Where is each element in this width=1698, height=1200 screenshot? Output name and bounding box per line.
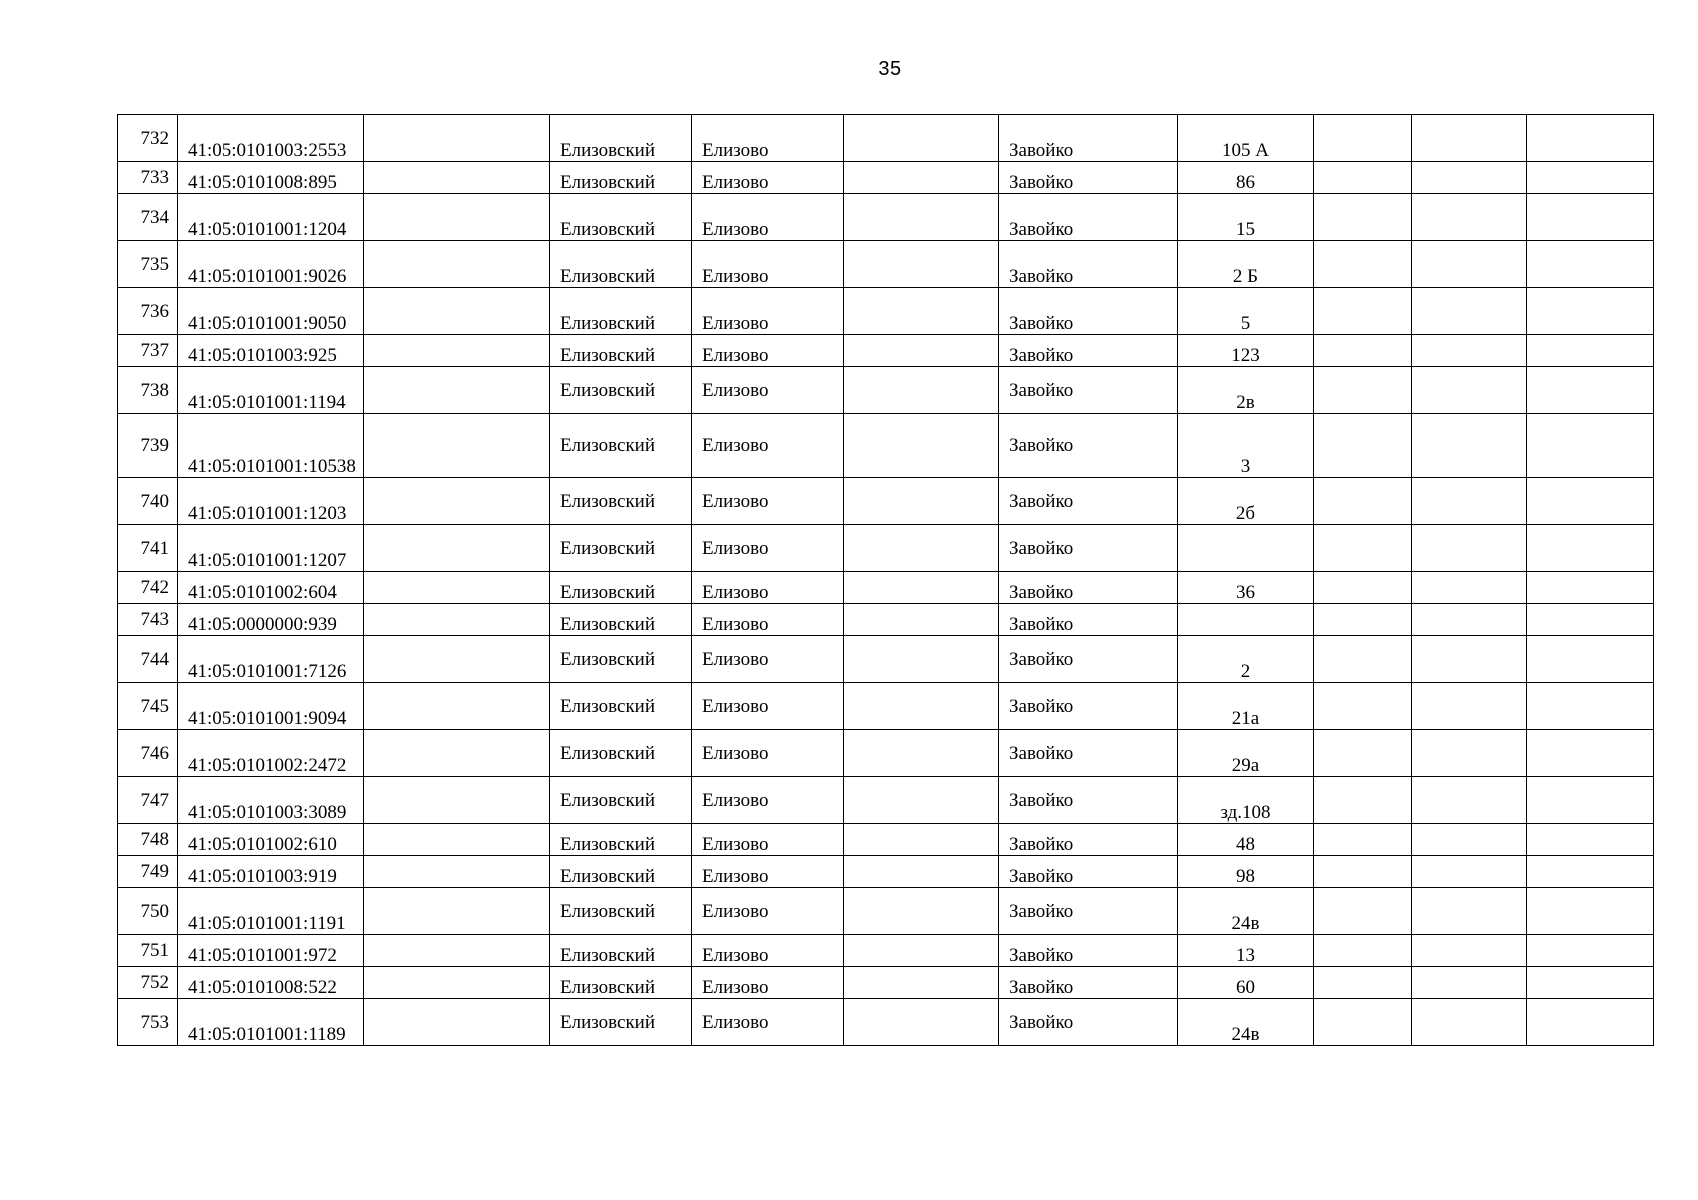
empty-cell	[1314, 241, 1412, 288]
empty-cell	[1527, 604, 1654, 636]
empty-cell	[364, 604, 550, 636]
table-row	[118, 115, 1654, 162]
street-cell: Завойко	[999, 194, 1178, 241]
empty-cell	[844, 999, 999, 1046]
empty-cell	[364, 636, 550, 683]
empty-cell	[844, 777, 999, 824]
cadastral-number-cell: 41:05:0101001:1194	[178, 367, 364, 414]
cadastral-number-cell: 41:05:0101003:925	[178, 335, 364, 367]
cadastral-number-cell: 41:05:0000000:939	[178, 604, 364, 636]
empty-cell	[1527, 525, 1654, 572]
city-cell: Елизово	[692, 777, 844, 824]
empty-cell	[364, 335, 550, 367]
district-cell: Елизовский	[550, 241, 692, 288]
city-cell: Елизово	[692, 636, 844, 683]
empty-cell	[1314, 414, 1412, 478]
house-number-cell: зд.108	[1178, 777, 1314, 824]
cadastral-number-cell: 41:05:0101001:1207	[178, 525, 364, 572]
district-cell: Елизовский	[550, 572, 692, 604]
empty-cell	[1314, 730, 1412, 777]
empty-cell	[1527, 777, 1654, 824]
city-cell: Елизово	[692, 478, 844, 525]
empty-cell	[1412, 604, 1527, 636]
empty-cell	[1412, 115, 1527, 162]
table-row	[118, 824, 1654, 856]
street-cell: Завойко	[999, 604, 1178, 636]
empty-cell	[1314, 683, 1412, 730]
street-cell: Завойко	[999, 162, 1178, 194]
district-cell: Елизовский	[550, 888, 692, 935]
empty-cell	[844, 478, 999, 525]
cadastral-number-cell: 41:05:0101001:9094	[178, 683, 364, 730]
empty-cell	[844, 967, 999, 999]
house-number-cell: 13	[1178, 935, 1314, 967]
empty-cell	[1314, 335, 1412, 367]
empty-cell	[1314, 115, 1412, 162]
table-row	[118, 777, 1654, 824]
empty-cell	[364, 572, 550, 604]
empty-cell	[1412, 636, 1527, 683]
street-cell: Завойко	[999, 777, 1178, 824]
empty-cell	[844, 824, 999, 856]
table-row	[118, 241, 1654, 288]
empty-cell	[1314, 525, 1412, 572]
empty-cell	[1412, 777, 1527, 824]
empty-cell	[1527, 935, 1654, 967]
street-cell: Завойко	[999, 525, 1178, 572]
empty-cell	[844, 636, 999, 683]
empty-cell	[364, 935, 550, 967]
table-row	[118, 335, 1654, 367]
house-number-cell	[1178, 525, 1314, 572]
table-row	[118, 572, 1654, 604]
house-number-cell: 5	[1178, 288, 1314, 335]
district-cell: Елизовский	[550, 115, 692, 162]
empty-cell	[364, 478, 550, 525]
row-number-cell: 733	[118, 162, 178, 194]
cadastral-table	[117, 114, 1654, 1046]
empty-cell	[1527, 335, 1654, 367]
district-cell: Елизовский	[550, 525, 692, 572]
city-cell: Елизово	[692, 241, 844, 288]
district-cell: Елизовский	[550, 194, 692, 241]
empty-cell	[1412, 999, 1527, 1046]
district-cell: Елизовский	[550, 856, 692, 888]
cadastral-number-cell: 41:05:0101001:1189	[178, 999, 364, 1046]
city-cell: Елизово	[692, 367, 844, 414]
empty-cell	[364, 856, 550, 888]
table-row	[118, 414, 1654, 478]
empty-cell	[1314, 367, 1412, 414]
empty-cell	[1314, 999, 1412, 1046]
cadastral-number-cell: 41:05:0101002:604	[178, 572, 364, 604]
empty-cell	[844, 572, 999, 604]
empty-cell	[1412, 967, 1527, 999]
row-number-cell: 747	[118, 777, 178, 824]
empty-cell	[1412, 414, 1527, 478]
empty-cell	[364, 162, 550, 194]
empty-cell	[844, 367, 999, 414]
empty-cell	[1527, 683, 1654, 730]
empty-cell	[1527, 478, 1654, 525]
empty-cell	[1412, 824, 1527, 856]
district-cell: Елизовский	[550, 777, 692, 824]
empty-cell	[844, 525, 999, 572]
empty-cell	[1527, 241, 1654, 288]
district-cell: Елизовский	[550, 935, 692, 967]
street-cell: Завойко	[999, 856, 1178, 888]
empty-cell	[844, 115, 999, 162]
empty-cell	[1527, 194, 1654, 241]
row-number-cell: 741	[118, 525, 178, 572]
empty-cell	[844, 288, 999, 335]
city-cell: Елизово	[692, 414, 844, 478]
row-number-cell: 743	[118, 604, 178, 636]
table-row	[118, 636, 1654, 683]
table-body	[118, 115, 1654, 1046]
empty-cell	[1527, 367, 1654, 414]
street-cell: Завойко	[999, 999, 1178, 1046]
empty-cell	[1314, 777, 1412, 824]
street-cell: Завойко	[999, 241, 1178, 288]
house-number-cell: 2б	[1178, 478, 1314, 525]
row-number-cell: 737	[118, 335, 178, 367]
table-row	[118, 478, 1654, 525]
table-row	[118, 683, 1654, 730]
house-number-cell: 123	[1178, 335, 1314, 367]
empty-cell	[1527, 636, 1654, 683]
table-row	[118, 935, 1654, 967]
empty-cell	[1527, 414, 1654, 478]
table-row	[118, 888, 1654, 935]
row-number-cell: 740	[118, 478, 178, 525]
page-number: 35	[878, 58, 902, 80]
city-cell: Елизово	[692, 935, 844, 967]
empty-cell	[364, 525, 550, 572]
empty-cell	[1314, 572, 1412, 604]
empty-cell	[1314, 935, 1412, 967]
empty-cell	[364, 999, 550, 1046]
street-cell: Завойко	[999, 367, 1178, 414]
district-cell: Елизовский	[550, 636, 692, 683]
empty-cell	[844, 162, 999, 194]
table-row	[118, 999, 1654, 1046]
empty-cell	[1527, 888, 1654, 935]
row-number-cell: 751	[118, 935, 178, 967]
house-number-cell: 2	[1178, 636, 1314, 683]
cadastral-number-cell: 41:05:0101001:9050	[178, 288, 364, 335]
house-number-cell: 24в	[1178, 888, 1314, 935]
empty-cell	[1527, 999, 1654, 1046]
district-cell: Елизовский	[550, 824, 692, 856]
house-number-cell: 24в	[1178, 999, 1314, 1046]
empty-cell	[1314, 604, 1412, 636]
empty-cell	[844, 241, 999, 288]
street-cell: Завойко	[999, 967, 1178, 999]
table-row	[118, 967, 1654, 999]
empty-cell	[1527, 162, 1654, 194]
cadastral-number-cell: 41:05:0101008:895	[178, 162, 364, 194]
row-number-cell: 736	[118, 288, 178, 335]
house-number-cell: 60	[1178, 967, 1314, 999]
cadastral-number-cell: 41:05:0101001:7126	[178, 636, 364, 683]
city-cell: Елизово	[692, 115, 844, 162]
empty-cell	[1314, 824, 1412, 856]
empty-cell	[1412, 194, 1527, 241]
empty-cell	[1412, 572, 1527, 604]
street-cell: Завойко	[999, 115, 1178, 162]
house-number-cell	[1178, 604, 1314, 636]
row-number-cell: 745	[118, 683, 178, 730]
cadastral-number-cell: 41:05:0101001:972	[178, 935, 364, 967]
house-number-cell: 15	[1178, 194, 1314, 241]
street-cell: Завойко	[999, 888, 1178, 935]
district-cell: Елизовский	[550, 367, 692, 414]
cadastral-number-cell: 41:05:0101003:3089	[178, 777, 364, 824]
row-number-cell: 746	[118, 730, 178, 777]
empty-cell	[364, 194, 550, 241]
empty-cell	[1412, 335, 1527, 367]
house-number-cell: 86	[1178, 162, 1314, 194]
house-number-cell: 21а	[1178, 683, 1314, 730]
district-cell: Елизовский	[550, 730, 692, 777]
city-cell: Елизово	[692, 525, 844, 572]
empty-cell	[844, 683, 999, 730]
cadastral-number-cell: 41:05:0101008:522	[178, 967, 364, 999]
empty-cell	[1412, 525, 1527, 572]
table-row	[118, 525, 1654, 572]
street-cell: Завойко	[999, 683, 1178, 730]
city-cell: Елизово	[692, 288, 844, 335]
street-cell: Завойко	[999, 572, 1178, 604]
district-cell: Елизовский	[550, 604, 692, 636]
empty-cell	[1314, 967, 1412, 999]
city-cell: Елизово	[692, 824, 844, 856]
row-number-cell: 753	[118, 999, 178, 1046]
empty-cell	[1314, 194, 1412, 241]
empty-cell	[844, 856, 999, 888]
street-cell: Завойко	[999, 824, 1178, 856]
street-cell: Завойко	[999, 335, 1178, 367]
empty-cell	[364, 115, 550, 162]
house-number-cell: 98	[1178, 856, 1314, 888]
street-cell: Завойко	[999, 730, 1178, 777]
house-number-cell: 105 А	[1178, 115, 1314, 162]
empty-cell	[364, 730, 550, 777]
table-row	[118, 194, 1654, 241]
table-row	[118, 162, 1654, 194]
empty-cell	[1412, 935, 1527, 967]
street-cell: Завойко	[999, 478, 1178, 525]
city-cell: Елизово	[692, 999, 844, 1046]
cadastral-number-cell: 41:05:0101003:919	[178, 856, 364, 888]
empty-cell	[844, 335, 999, 367]
empty-cell	[1527, 730, 1654, 777]
row-number-cell: 744	[118, 636, 178, 683]
empty-cell	[364, 414, 550, 478]
row-number-cell: 734	[118, 194, 178, 241]
city-cell: Елизово	[692, 162, 844, 194]
empty-cell	[1412, 730, 1527, 777]
table-row	[118, 288, 1654, 335]
cadastral-number-cell: 41:05:0101001:1203	[178, 478, 364, 525]
empty-cell	[1314, 856, 1412, 888]
city-cell: Елизово	[692, 683, 844, 730]
cadastral-number-cell: 41:05:0101001:1191	[178, 888, 364, 935]
empty-cell	[844, 194, 999, 241]
empty-cell	[1314, 288, 1412, 335]
district-cell: Елизовский	[550, 162, 692, 194]
empty-cell	[364, 824, 550, 856]
empty-cell	[844, 888, 999, 935]
empty-cell	[1527, 967, 1654, 999]
empty-cell	[844, 414, 999, 478]
empty-cell	[364, 967, 550, 999]
cadastral-number-cell: 41:05:0101001:9026	[178, 241, 364, 288]
empty-cell	[364, 367, 550, 414]
empty-cell	[1527, 288, 1654, 335]
empty-cell	[1412, 478, 1527, 525]
empty-cell	[844, 604, 999, 636]
city-cell: Елизово	[692, 604, 844, 636]
table-row	[118, 604, 1654, 636]
city-cell: Елизово	[692, 888, 844, 935]
district-cell: Елизовский	[550, 967, 692, 999]
empty-cell	[1412, 683, 1527, 730]
city-cell: Елизово	[692, 194, 844, 241]
city-cell: Елизово	[692, 572, 844, 604]
city-cell: Елизово	[692, 730, 844, 777]
street-cell: Завойко	[999, 935, 1178, 967]
district-cell: Елизовский	[550, 478, 692, 525]
district-cell: Елизовский	[550, 999, 692, 1046]
table-row	[118, 730, 1654, 777]
district-cell: Елизовский	[550, 335, 692, 367]
street-cell: Завойко	[999, 636, 1178, 683]
street-cell: Завойко	[999, 288, 1178, 335]
cadastral-number-cell: 41:05:0101001:1204	[178, 194, 364, 241]
row-number-cell: 738	[118, 367, 178, 414]
empty-cell	[1314, 888, 1412, 935]
empty-cell	[1412, 888, 1527, 935]
row-number-cell: 739	[118, 414, 178, 478]
district-cell: Елизовский	[550, 288, 692, 335]
city-cell: Елизово	[692, 335, 844, 367]
house-number-cell: 3	[1178, 414, 1314, 478]
empty-cell	[1412, 162, 1527, 194]
empty-cell	[364, 683, 550, 730]
district-cell: Елизовский	[550, 683, 692, 730]
city-cell: Елизово	[692, 967, 844, 999]
empty-cell	[1527, 824, 1654, 856]
row-number-cell: 749	[118, 856, 178, 888]
empty-cell	[1527, 856, 1654, 888]
cadastral-number-cell: 41:05:0101002:2472	[178, 730, 364, 777]
city-cell: Елизово	[692, 856, 844, 888]
empty-cell	[1527, 115, 1654, 162]
empty-cell	[364, 288, 550, 335]
empty-cell	[1314, 636, 1412, 683]
district-cell: Елизовский	[550, 414, 692, 478]
empty-cell	[1412, 241, 1527, 288]
street-cell: Завойко	[999, 414, 1178, 478]
row-number-cell: 735	[118, 241, 178, 288]
table-row	[118, 367, 1654, 414]
row-number-cell: 748	[118, 824, 178, 856]
house-number-cell: 2 Б	[1178, 241, 1314, 288]
cadastral-number-cell: 41:05:0101001:10538	[178, 414, 364, 478]
row-number-cell: 752	[118, 967, 178, 999]
row-number-cell: 742	[118, 572, 178, 604]
empty-cell	[364, 777, 550, 824]
cadastral-number-cell: 41:05:0101002:610	[178, 824, 364, 856]
empty-cell	[844, 935, 999, 967]
house-number-cell: 2в	[1178, 367, 1314, 414]
empty-cell	[1412, 288, 1527, 335]
house-number-cell: 36	[1178, 572, 1314, 604]
empty-cell	[1412, 367, 1527, 414]
empty-cell	[844, 730, 999, 777]
house-number-cell: 29а	[1178, 730, 1314, 777]
empty-cell	[1314, 478, 1412, 525]
empty-cell	[1527, 572, 1654, 604]
house-number-cell: 48	[1178, 824, 1314, 856]
row-number-cell: 750	[118, 888, 178, 935]
empty-cell	[364, 241, 550, 288]
empty-cell	[364, 888, 550, 935]
empty-cell	[1412, 856, 1527, 888]
table-row	[118, 856, 1654, 888]
cadastral-number-cell: 41:05:0101003:2553	[178, 115, 364, 162]
empty-cell	[1314, 162, 1412, 194]
row-number-cell: 732	[118, 115, 178, 162]
